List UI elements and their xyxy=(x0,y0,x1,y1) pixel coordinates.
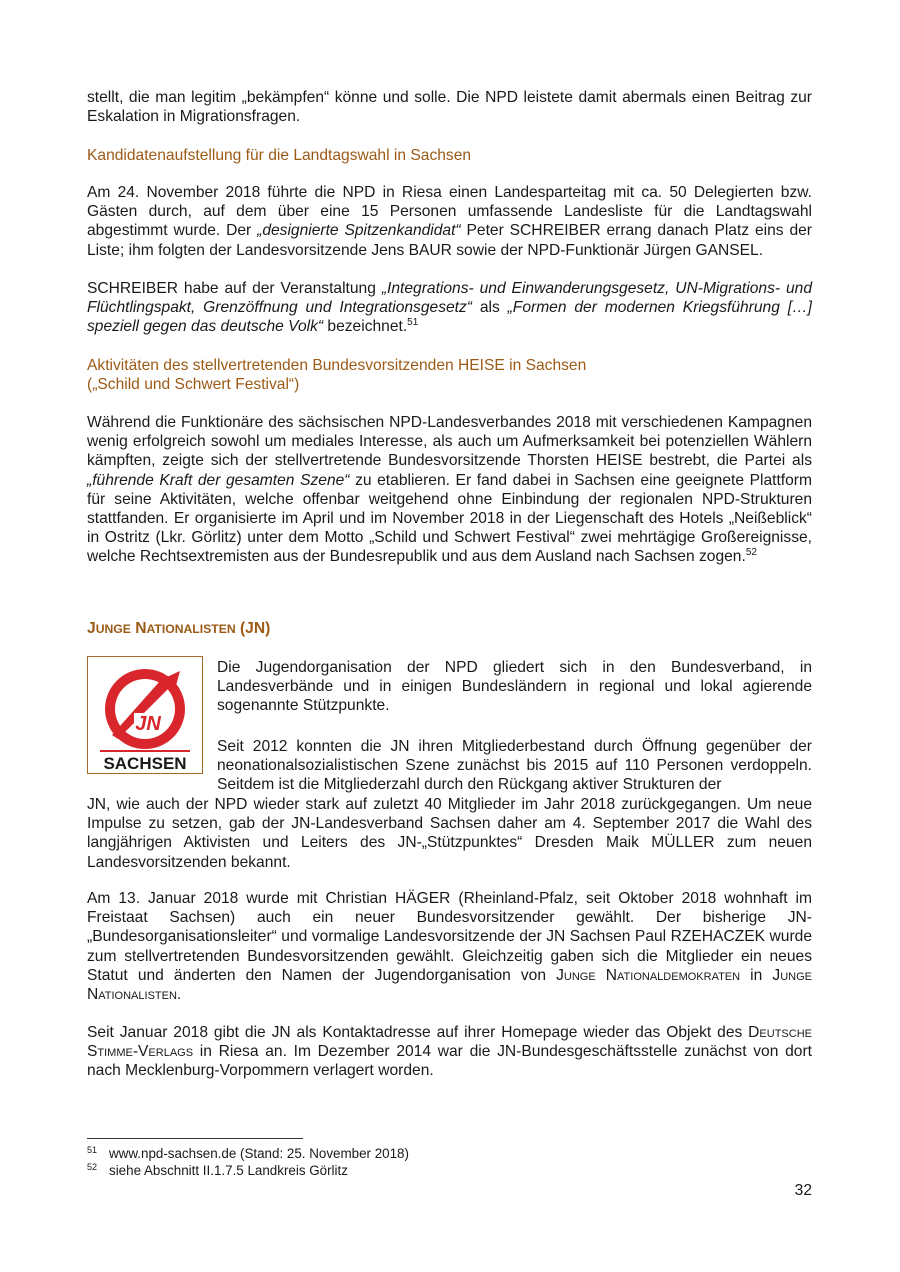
s1p1-quote: „designierte Spitzenkandidat“ xyxy=(257,222,461,240)
intro-paragraph xyxy=(87,88,812,126)
jn-sachsen-logo xyxy=(87,656,203,774)
jn-p4-b: in Riesa an. Im Dezember 2014 war die JN-Bundesgeschäftsstelle zunächst von dort nach Mecklenburg-Vorpommern verlagert worden. xyxy=(87,1043,812,1080)
jn-p3-b: in xyxy=(740,966,773,984)
jn-p4-a: Seit Januar 2018 gibt die JN als Kontaktadresse auf ihrer Homepage wieder das Objekt des xyxy=(87,1024,749,1041)
footnote-text: siehe Abschnitt II.1.7.5 Landkreis Görlitz xyxy=(109,1163,348,1178)
heise-heading-line-2: („Schild und Schwert Festival“) xyxy=(87,376,300,394)
section-heading-kandidaten: Kandidatenaufstellung für die Landtagswahl in Sachsen xyxy=(87,147,472,164)
heise-heading-line-1: Aktivitäten des stellvertretenden Bundesvorsitzenden HEISE in Sachsen xyxy=(87,357,587,374)
intro-text: stellt, die man legitim „bekämpfen“ könne und solle. Die NPD leistete damit abermals einen Beitrag zur Eskalation in Migrationsfragen. xyxy=(87,89,812,126)
s2-quote: „führende Kraft der gesamten Szene“ xyxy=(87,471,350,489)
footnote-52: 52 siehe Abschnitt II.1.7.5 Landkreis Görlitz xyxy=(87,1161,348,1178)
jn-p3-a: Am 13. Januar 2018 wurde mit Christian HÄGER (Rheinland-Pfalz, seit Oktober 2018 wohnhaft im Freistaat Sachsen) auch ein neuer Bundesvorsitzender gewählt. Der bisherige JN-„Bundesorganisationsleiter“ und vormalige Landesvorsitzende der JN Sachsen Paul RZEHACZEK wurde zum stellvertretenden Bundesvorsitzenden gewählt. Gleichzeitig gaben sich die Mitglieder ein neues Statut und änderten den Namen der Jugendorganisation von xyxy=(87,890,812,984)
s1p2-quote-1: „Integrations- und Einwanderungsgesetz, UN-Migrations- und Flüchtlingspakt, Grenzöffnung und Integrationsgesetz“ xyxy=(87,280,812,317)
footnote-ref-51[interactable]: 51 xyxy=(407,317,419,329)
section2-paragraph xyxy=(87,413,812,567)
jn-logo-region: SACHSEN xyxy=(103,754,187,773)
jn-section-heading xyxy=(87,620,270,638)
footnote-ref-52[interactable]: 52 xyxy=(745,547,757,559)
section1-paragraph-2 xyxy=(87,279,812,337)
page-number: 32 xyxy=(794,1182,812,1199)
jn-h-j: J xyxy=(87,620,96,637)
jn-h-abbr: (JN) xyxy=(235,620,271,637)
jn-p3-new-name: Junge Nationalisten xyxy=(87,966,812,1004)
jn-h-unge: UNGE xyxy=(95,622,131,636)
jn-logo-letters: JN xyxy=(135,713,161,735)
s1p2-a: SCHREIBER habe auf der Veranstaltung xyxy=(87,280,382,297)
section1-paragraph-1 xyxy=(87,183,812,260)
jn-h-ationalisten: ATIONALISTEN xyxy=(146,622,236,636)
jn-logo-icon xyxy=(88,657,202,773)
jn-paragraph-2-head: Seit 2012 konnten die JN ihren Mitgliederbestand durch Öffnung gegenüber der neonationalsozialistischen Szene zunächst bis 2015 auf 110 Personen verdoppeln. Seitdem ist die Mitgliederzahl durch den Rückgang aktiver Strukturen der xyxy=(217,738,812,794)
section-heading-heise xyxy=(87,356,586,394)
jn-p3-c: . xyxy=(176,986,182,1004)
s1p2-b: als xyxy=(472,299,508,317)
s1p2-quote-2: „Formen der modernen Kriegsführung […] speziell gegen das deutsche Volk“ xyxy=(87,299,812,336)
footnote-divider xyxy=(87,1138,303,1139)
footnote-51: 51 www.npd-sachsen.de (Stand: 25. November 2018) xyxy=(87,1144,409,1161)
s2-b: zu etablieren. Er fand dabei in Sachsen eine geeignete Plattform für seine Aktivitäten, welche offenbar weitgehend ohne Einbindung der regionalen NPD-Strukturen stattfanden. Er organisierte im April und im November 2018 in der Liegenschaft des Hotels „Neißeblick“ in Ostritz (Lkr. Görlitz) unter dem Motto „Schild und Schwert Festival“ zwei mehrtägige Großereignisse, welche Rechtsextremisten aus der Bundesrepublik und aus dem Ausland nach Sachsen zogen. xyxy=(87,471,812,566)
s2-a: Während die Funktionäre des sächsischen NPD-Landesverbandes 2018 mit verschiedenen Kampagnen wenig erfolgreich sowohl um mediales Interesse, als auch um Aufmerksamkeit bei potenziellen Wählern kämpften, zeigte sich der stellvertretende Bundesvorsitzende Thorsten HEISE bestrebt, die Partei als xyxy=(87,414,812,470)
s1p1-rest: Peter SCHREIBER errang danach Platz eins der Liste; ihm folgten der Landesvorsitzende Jens BAUR sowie der NPD-Funktionär Jürgen GANSEL. xyxy=(87,222,812,259)
jn-paragraph-3 xyxy=(87,889,812,1004)
jn-p4-verlag: Deutsche Stimme-Verlags xyxy=(87,1024,812,1061)
jn-h-n: N xyxy=(130,620,147,637)
jn-paragraph-4 xyxy=(87,1023,812,1081)
jn-paragraph-2-tail: JN, wie auch der NPD wieder stark auf zuletzt 40 Mitglieder im Jahr 2018 zurückgegangen. Um neue Impulse zu setzen, gab der JN-Landesverband Sachsen daher am 4. September 2017 die Wahl des langjährigen Aktivisten und Leiters des JN-„Stützpunktes“ Dresden Maik MÜLLER zum neuen Landesvorsitzenden bekannt. xyxy=(87,796,812,871)
footnote-text[interactable]: www.npd-sachsen.de (Stand: 25. November 2018) xyxy=(109,1146,409,1161)
s1p2-c: bezeichnet. xyxy=(323,318,408,336)
s1p1-text: Am 24. November 2018 führte die NPD in Riesa einen Landesparteitag mit ca. 50 Delegierten bzw. Gästen durch, auf dem über eine 15 Personen umfassende Landesliste für die Landtagswahl abgestimmt wurde. Der xyxy=(87,184,812,240)
jn-paragraph-1: Die Jugendorganisation der NPD gliedert sich in den Bundesverband, in Landesverbände und in einigen Bundesländern in regional und lokal agierende sogenannte Stützpunkte. xyxy=(217,659,812,715)
jn-p3-old-name: Junge Nationaldemokraten xyxy=(556,966,741,984)
